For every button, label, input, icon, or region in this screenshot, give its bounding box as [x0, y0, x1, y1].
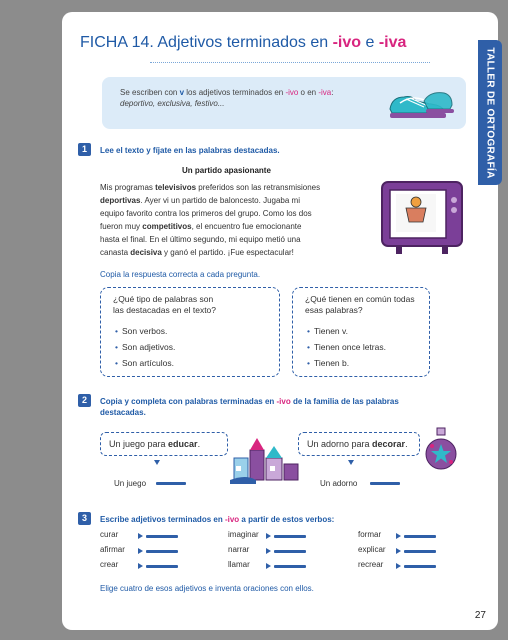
instruction-text: Copia y completa con palabras terminadas en: [100, 397, 277, 406]
question-line: las destacadas en el texto?: [113, 305, 217, 315]
answer-blank[interactable]: [156, 482, 186, 485]
verb-label: llamar: [228, 560, 250, 569]
prompt-box-educar: [100, 432, 228, 456]
answer-label: Un juego: [114, 479, 147, 488]
note-suffix-iva: -iva: [318, 88, 332, 97]
reading-fragment: hasta el final. En el último segundo, mi equipo metió una: [100, 235, 301, 244]
answer-option[interactable]: • Son artículos.: [115, 358, 174, 368]
reading-fragment: preferidos son las retransmisiones: [196, 183, 321, 192]
exercise-1-instruction: Lee el texto y fíjate en las palabras destacadas.: [100, 146, 280, 155]
reading-fragment: canasta: [100, 248, 131, 257]
prompt-keyword: decorar: [372, 439, 406, 449]
question-line: esas palabras?: [305, 305, 363, 315]
arrow-right-icon: [138, 563, 143, 569]
answer-blank[interactable]: [404, 550, 436, 553]
answer-option[interactable]: • Tienen b.: [307, 358, 349, 368]
verb-label: recrear: [358, 560, 384, 569]
question-box-1: [100, 287, 280, 377]
highlighted-adjective: competitivos: [142, 222, 192, 231]
answer-blank[interactable]: [146, 535, 178, 538]
reading-line: [100, 246, 370, 259]
page-number: 27: [474, 610, 486, 621]
reading-title: Un partido apasionante: [182, 166, 271, 175]
prompt-keyword: educar: [168, 439, 198, 449]
arrow-right-icon: [396, 533, 401, 539]
answer-blank[interactable]: [146, 565, 178, 568]
note-text: Se escriben con: [120, 88, 180, 97]
note-text: o en: [298, 88, 319, 97]
title-suffix-iva: -iva: [378, 34, 407, 51]
reading-line: [100, 194, 370, 207]
christmas-ornament-illustration: [424, 426, 458, 474]
answer-blank[interactable]: [274, 550, 306, 553]
suffix-ivo: -ivo: [224, 515, 240, 524]
answer-instruction: Copia la respuesta correcta a cada pregunta.: [100, 270, 261, 279]
arrow-right-icon: [396, 563, 401, 569]
note-text: :: [331, 88, 334, 97]
side-tab-label: TALLER DE ORTOGRAFÍA: [484, 46, 496, 179]
exercise-number-3: 3: [78, 512, 91, 525]
arrow-right-icon: [396, 548, 401, 554]
arrow-right-icon: [266, 533, 271, 539]
reading-fragment: . Ayer vi un partido de baloncesto. Jugaba mi: [140, 196, 300, 205]
highlighted-adjective: decisiva: [130, 248, 162, 257]
instruction-text: a partir de estos verbos:: [239, 515, 335, 524]
question-2: [305, 294, 415, 316]
answer-option[interactable]: • Son verbos.: [115, 326, 167, 336]
verb-label: curar: [100, 530, 119, 539]
note-suffix-ivo: -ivo: [285, 88, 299, 97]
question-line: ¿Qué tienen en común todas: [305, 294, 415, 304]
sneakers-illustration: [384, 83, 456, 123]
reading-fragment: Mis programas: [100, 183, 156, 192]
highlighted-adjective: deportivas: [100, 196, 141, 205]
prompt-text: Un adorno para: [307, 439, 373, 449]
title-divider: [150, 62, 430, 63]
section-side-tab: [478, 40, 502, 185]
prompt-text: .: [405, 439, 408, 449]
answer-blank[interactable]: [274, 565, 306, 568]
rule-note: [102, 77, 466, 129]
answer-label: Un adorno: [320, 479, 358, 488]
note-letter-v: v: [179, 88, 185, 97]
answer-blank[interactable]: [404, 565, 436, 568]
closing-instruction: Elige cuatro de esos adjetivos e inventa oraciones con ellos.: [100, 584, 314, 593]
title-text: FICHA 14. Adjetivos terminados en: [80, 34, 333, 51]
prompt-text: .: [197, 439, 201, 449]
page-title: [80, 34, 406, 52]
prompt-text: Un juego para: [109, 439, 169, 449]
reading-fragment: y ganó el partido. ¡Fue espectacular!: [161, 248, 294, 257]
prompt-box-decorar: [298, 432, 420, 456]
question-line: ¿Qué tipo de palabras son: [113, 294, 214, 304]
exercise-number-1: 1: [78, 143, 91, 156]
answer-option[interactable]: • Tienen once letras.: [307, 342, 386, 352]
down-arrow-icon: [348, 460, 354, 465]
answer-blank[interactable]: [370, 482, 400, 485]
verb-label: afirmar: [100, 545, 125, 554]
reading-text: [100, 181, 370, 259]
arrow-right-icon: [138, 548, 143, 554]
highlighted-adjective: televisivos: [155, 183, 197, 192]
verb-label: explicar: [358, 545, 386, 554]
exercise-3-instruction: [100, 514, 334, 525]
arrow-right-icon: [266, 548, 271, 554]
answer-option[interactable]: • Son adjetivos.: [115, 342, 175, 352]
answer-blank[interactable]: [404, 535, 436, 538]
toy-blocks-illustration: [226, 428, 306, 488]
answer-option[interactable]: • Tienen v.: [307, 326, 348, 336]
note-examples: deportivo, exclusiva, festivo...: [120, 99, 225, 108]
answer-blank[interactable]: [274, 535, 306, 538]
instruction-text: Escribe adjetivos terminados en: [100, 515, 225, 524]
workbook-page: [62, 12, 498, 630]
question-box-2: [292, 287, 430, 377]
instruction-text: destacadas.: [100, 408, 146, 417]
answer-blank[interactable]: [146, 550, 178, 553]
exercise-2-instruction: [100, 396, 440, 418]
reading-fragment: , el encuentro fue emocionante: [191, 222, 302, 231]
reading-line: [100, 207, 370, 220]
verb-label: imaginar: [228, 530, 259, 539]
down-arrow-icon: [154, 460, 160, 465]
title-conjunction: e: [361, 34, 379, 51]
question-1: [113, 294, 216, 316]
suffix-ivo: -ivo: [276, 397, 291, 406]
note-text: los adjetivos terminados en: [184, 88, 286, 97]
verb-label: crear: [100, 560, 119, 569]
exercise-number-2: 2: [78, 394, 91, 407]
tv-illustration: [380, 180, 468, 258]
verb-label: narrar: [228, 545, 250, 554]
arrow-right-icon: [138, 533, 143, 539]
arrow-right-icon: [266, 563, 271, 569]
rule-text: [120, 87, 350, 109]
instruction-text: de la familia de las palabras: [290, 397, 399, 406]
reading-line: [100, 181, 370, 194]
reading-fragment: equipo favorito contra los primeros del grupo. Como los dos: [100, 209, 312, 218]
reading-fragment: fueron muy: [100, 222, 143, 231]
verb-label: formar: [358, 530, 382, 539]
reading-line: [100, 233, 370, 246]
title-suffix-ivo: -ivo: [332, 34, 362, 51]
reading-line: [100, 220, 370, 233]
